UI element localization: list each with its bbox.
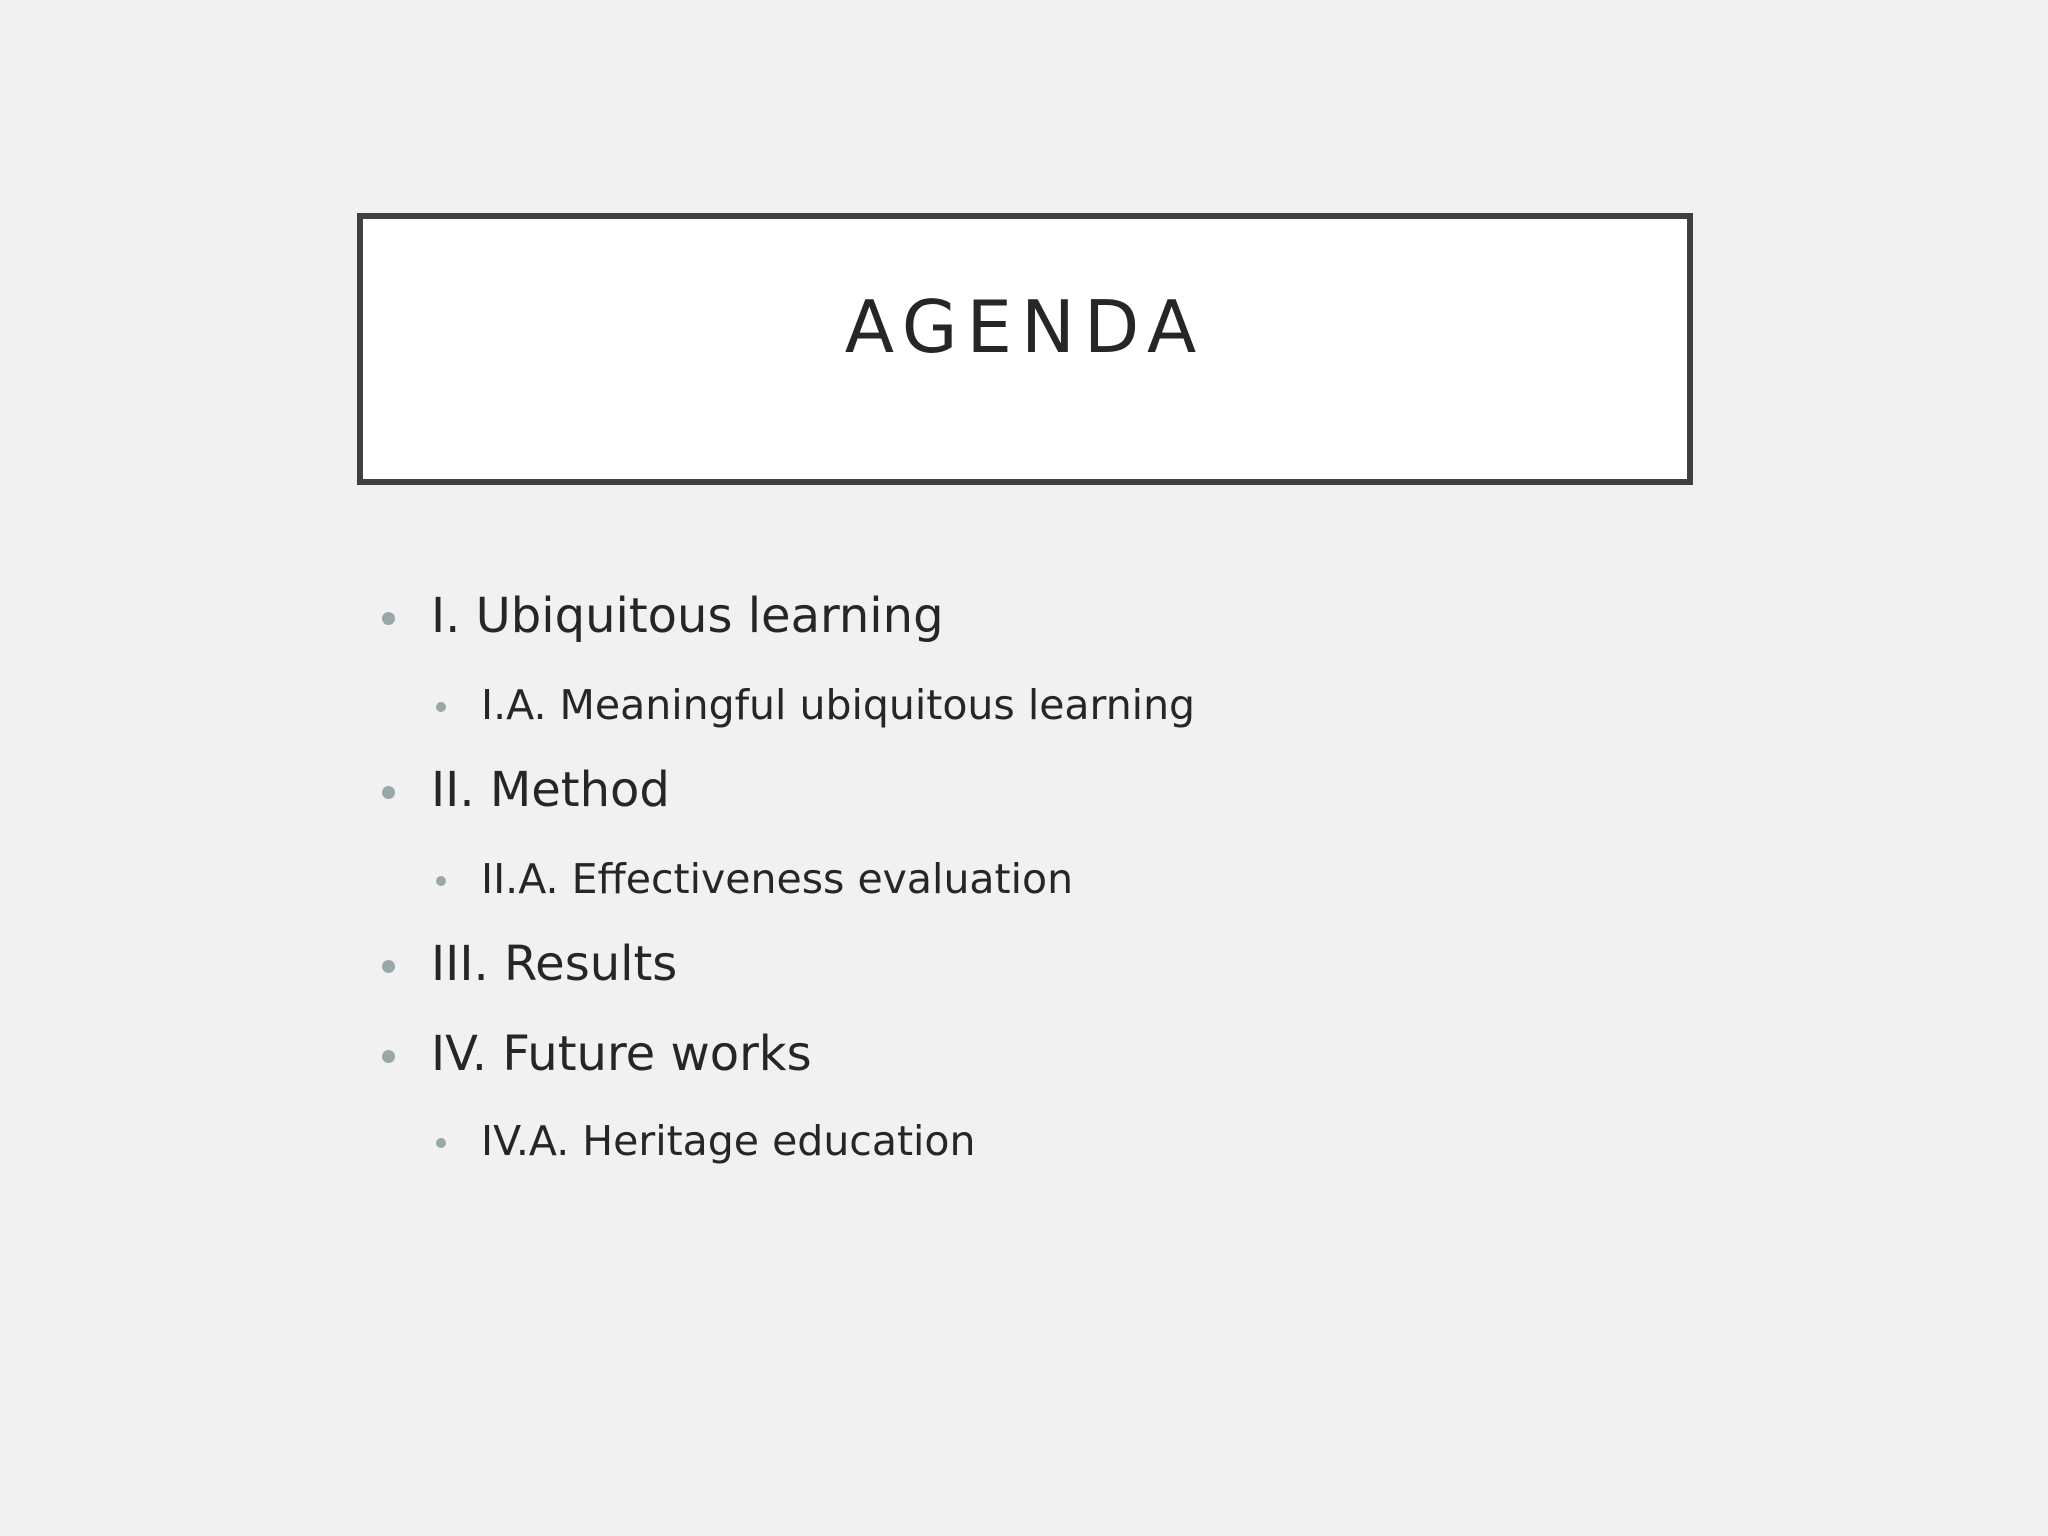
bullet-icon bbox=[382, 960, 395, 973]
agenda-item-label: II.A. Effectiveness evaluation bbox=[481, 855, 1074, 903]
agenda-item-label: III. Results bbox=[431, 936, 678, 992]
bullet-icon bbox=[436, 876, 446, 886]
agenda-subitem-meaningful-ubiquitous-learning bbox=[481, 681, 1196, 729]
bullet-icon bbox=[382, 1050, 395, 1063]
agenda-item-ubiquitous-learning bbox=[431, 588, 944, 644]
agenda-item-future-works bbox=[431, 1026, 812, 1082]
agenda-subitem-effectiveness-evaluation bbox=[481, 855, 1074, 903]
agenda-item-label: I. Ubiquitous learning bbox=[431, 588, 944, 644]
bullet-icon bbox=[436, 1138, 446, 1148]
agenda-item-label: II. Method bbox=[431, 762, 670, 818]
agenda-item-label: I.A. Meaningful ubiquitous learning bbox=[481, 681, 1196, 729]
agenda-subitem-heritage-education bbox=[481, 1117, 976, 1165]
bullet-icon bbox=[382, 786, 395, 799]
slide-title: AGENDA bbox=[844, 285, 1206, 369]
agenda-item-label: IV. Future works bbox=[431, 1026, 812, 1082]
agenda-item-label: IV.A. Heritage education bbox=[481, 1117, 976, 1165]
bullet-icon bbox=[382, 612, 395, 625]
bullet-icon bbox=[436, 702, 446, 712]
agenda-item-results bbox=[431, 936, 678, 992]
agenda-item-method bbox=[431, 762, 670, 818]
